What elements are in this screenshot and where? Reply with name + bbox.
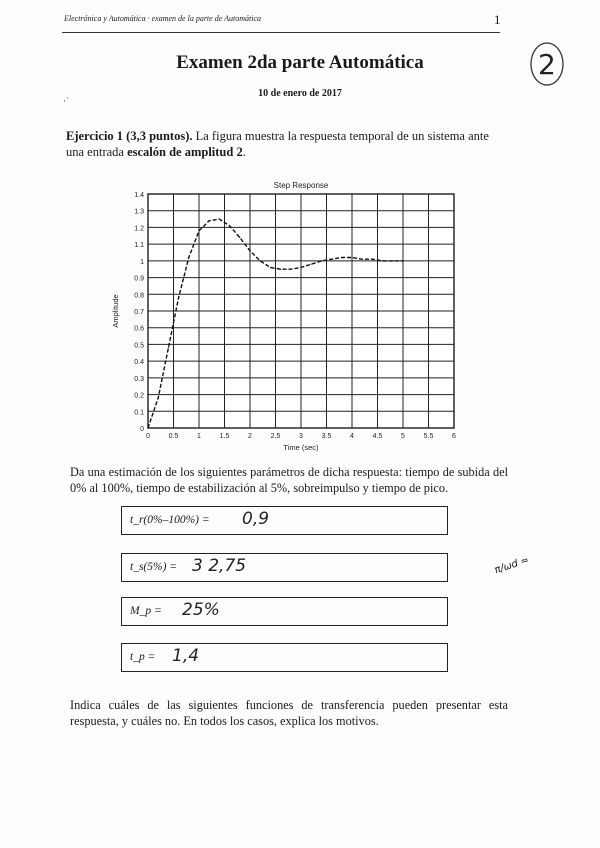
answer-box-settling-time[interactable] (121, 553, 448, 582)
answer-label: t_r(0%–100%) = (130, 514, 210, 526)
data-point (331, 259, 332, 260)
data-point (158, 397, 159, 398)
y-tick-label: 1.4 (134, 192, 144, 199)
y-tick-label: 0.5 (134, 342, 144, 350)
y-axis-label: Amplitude (111, 294, 120, 328)
data-point (402, 260, 403, 261)
data-point (147, 427, 148, 428)
x-tick-label: 5 (401, 433, 405, 440)
data-point (382, 260, 383, 261)
exam-date: 10 de enero de 2017 (258, 88, 342, 99)
data-point (229, 225, 230, 226)
data-point (219, 218, 220, 219)
answer-label: t_p = (130, 651, 156, 663)
data-point (300, 267, 301, 268)
y-tick-label: 0 (140, 426, 144, 433)
data-point (351, 257, 352, 258)
x-tick-label: 5.5 (423, 433, 434, 440)
step-response-chart (104, 174, 474, 464)
data-point (341, 257, 342, 258)
y-tick-label: 0.8 (134, 292, 144, 300)
y-tick-label: 1.3 (134, 208, 144, 216)
x-axis-label: Time (sec) (283, 443, 319, 452)
answer-label: M_p = (130, 605, 162, 617)
exercise-statement (66, 128, 506, 160)
x-tick-label: 3.5 (321, 433, 332, 440)
data-point (178, 297, 179, 298)
running-head: Electrónica y Automática · examen de la parte de Automática (64, 14, 261, 23)
x-tick-label: 1 (197, 433, 201, 440)
x-tick-label: 4.5 (372, 433, 383, 440)
data-point (270, 267, 271, 268)
data-point (168, 347, 169, 348)
x-tick-label: 1.5 (219, 433, 230, 440)
data-point (290, 269, 291, 270)
data-point (280, 269, 281, 270)
answer-value: 3 2,75 (192, 556, 247, 576)
exercise-text-before: La figura muestra la respuesta temporal de un sistema ante una entrada (66, 129, 489, 159)
data-point (362, 259, 363, 260)
scan-speck: ·˙ (63, 96, 69, 106)
y-tick-label: 1 (140, 258, 144, 266)
x-tick-label: 6 (452, 433, 456, 440)
footer-text: Indica cuáles de las siguientes funciones de transferencia pueden presentar esta respuesta, y cuáles no. En todos los casos, explica los motivos. (70, 698, 508, 728)
data-point (209, 220, 210, 221)
answer-value: 1,4 (172, 646, 200, 666)
y-tick-label: 0.7 (134, 309, 144, 316)
data-point (392, 260, 393, 261)
x-tick-label: 0 (146, 433, 150, 440)
data-point (239, 237, 240, 238)
data-point (260, 260, 261, 261)
data-point (372, 259, 373, 260)
chart-title: Step Response (273, 181, 329, 190)
exercise-label: Ejercicio 1 (3,3 puntos). (66, 129, 193, 143)
page-title: Examen 2da parte Automática (176, 52, 424, 73)
answer-label: t_s(5%) = (130, 561, 178, 573)
y-tick-label: 0.2 (134, 392, 144, 400)
data-point (188, 257, 189, 258)
y-tick-label: 1.2 (134, 225, 144, 233)
y-tick-label: 0.6 (134, 325, 144, 333)
header-rule (62, 32, 500, 33)
y-tick-label: 0.3 (134, 375, 144, 383)
answer-box-overshoot[interactable] (121, 597, 448, 626)
x-tick-label: 4 (350, 433, 354, 440)
exercise-text-after: . (242, 145, 246, 159)
y-tick-label: 0.1 (134, 409, 144, 417)
x-tick-label: 2.5 (270, 433, 281, 440)
y-tick-label: 1.1 (134, 242, 144, 250)
data-point (198, 230, 199, 231)
x-tick-label: 0.5 (168, 433, 179, 440)
exercise-emphasis: escalón de amplitud 2 (127, 145, 243, 159)
y-tick-label: 0.9 (134, 275, 144, 283)
page-number: 1 (494, 12, 501, 27)
x-tick-label: 2 (248, 433, 252, 440)
y-tick-label: 0.4 (134, 359, 144, 367)
question-text: Da una estimación de los siguientes parámetros de dicha respuesta: tiempo de subida del 0% al 100%, tiempo de estabilización al 5%, sobreimpulso y tiempo de pico. (70, 465, 508, 495)
data-point (249, 250, 250, 251)
answer-value: 0,9 (242, 509, 270, 529)
answer-box-rise-time[interactable] (121, 506, 448, 535)
grade-mark: 2 (538, 48, 556, 81)
x-tick-label: 3 (299, 433, 303, 440)
answer-value: 25% (182, 600, 220, 620)
answer-box-peak-time[interactable] (121, 643, 448, 672)
data-point (311, 264, 312, 265)
margin-note: π/ωd ≈ (493, 554, 531, 577)
data-point (321, 260, 322, 261)
